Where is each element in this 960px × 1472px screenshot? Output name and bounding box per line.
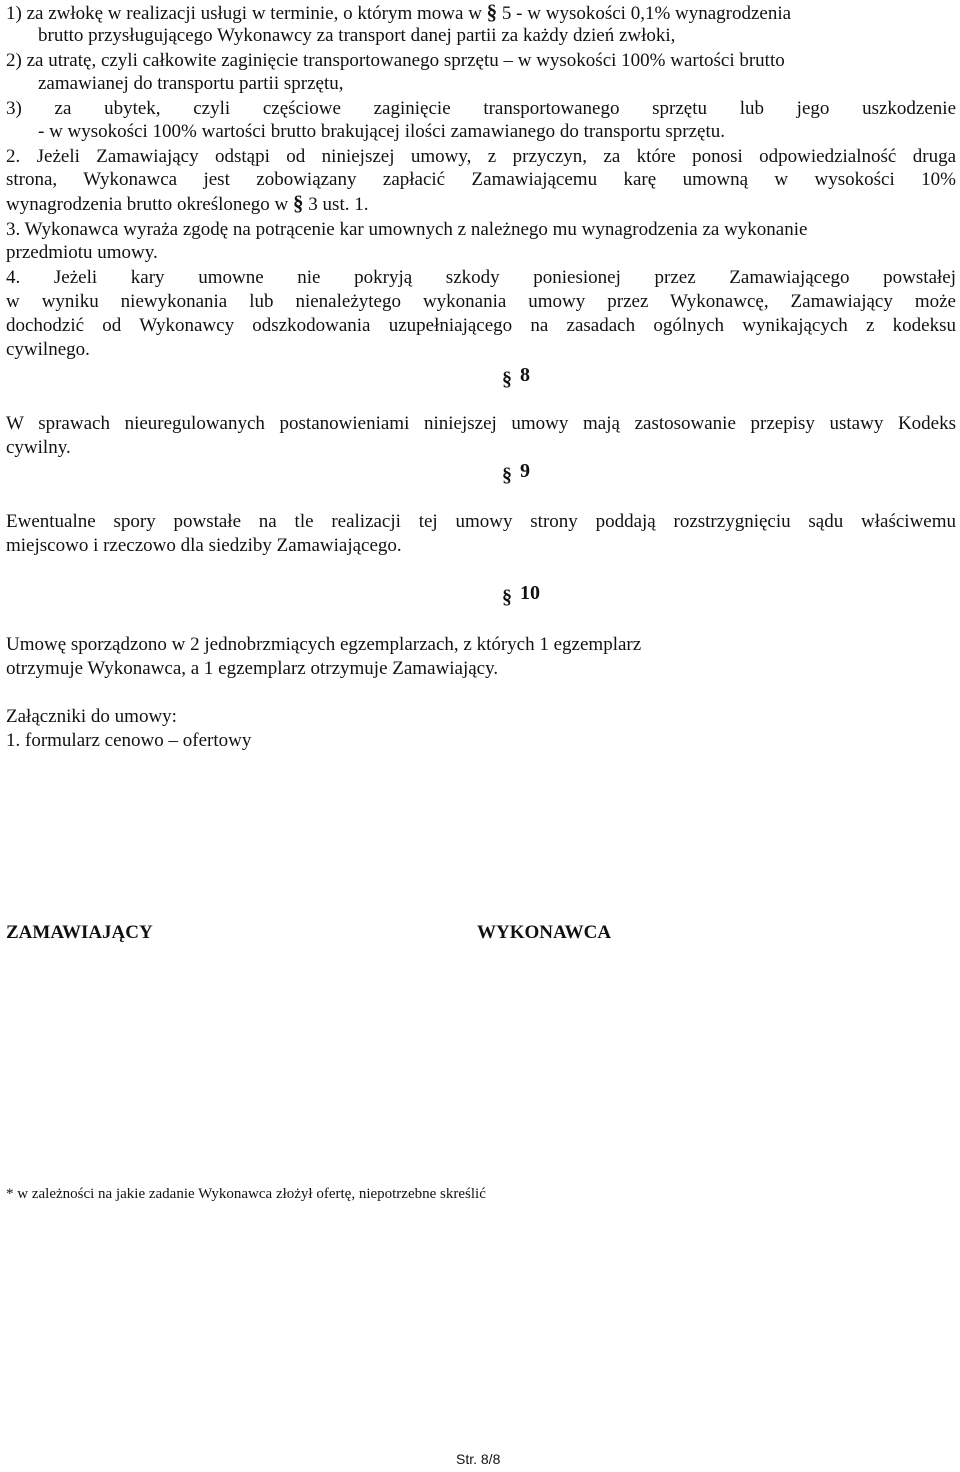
- list-item-2-line-1: 2) za utratę, czyli całkowite zaginięcie transportowanego sprzętu – w wysokości 100% wartości brutto: [6, 50, 785, 71]
- section-number: 9: [520, 460, 530, 482]
- point-4-line-2: w wyniku niewykonania lub nienależytego wykonania umowy przez Wykonawcę, Zamawiający może: [6, 291, 956, 312]
- point-2-line-1: 2. Jeżeli Zamawiający odstąpi od niniejszej umowy, z przyczyn, za które ponosi odpowiedzialność druga: [6, 146, 956, 167]
- section-symbol: §: [293, 191, 304, 215]
- list-item-3-line-2: - w wysokości 100% wartości brutto brakującej ilości zamawianego do transportu sprzętu.: [38, 121, 725, 142]
- list-item-1-text-b: 5 - w wysokości 0,1% wynagrodzenia: [501, 3, 792, 24]
- section-10-text-line-2: otrzymuje Wykonawca, a 1 egzemplarz otrzymuje Zamawiający.: [6, 658, 499, 679]
- section-10-text-line-1: Umowę sporządzono w 2 jednobrzmiących egzemplarzach, z których 1 egzemplarz: [6, 634, 642, 655]
- point-2-line-2: strona, Wykonawca jest zobowiązany zapłacić Zamawiającemu karę umowną w wysokości 10%: [6, 169, 956, 190]
- attachment-item-1: 1. formularz cenowo – ofertowy: [6, 730, 252, 751]
- list-item-1-line-2: brutto przysługującego Wykonawcy za transport danej partii za każdy dzień zwłoki,: [38, 25, 676, 46]
- footnote: * w zależności na jakie zadanie Wykonawca złożył ofertę, niepotrzebne skreślić: [6, 1186, 486, 1202]
- section-10-heading: [502, 582, 540, 606]
- section-symbol: §: [486, 0, 498, 24]
- point-4-line-3: dochodzić od Wykonawcy odszkodowania uzupełniającego na zasadach ogólnych wynikających z kodeksu: [6, 315, 956, 336]
- signature-ordering-party: ZAMAWIAJĄCY: [6, 922, 153, 943]
- point-3-line-1: 3. Wykonawca wyraża zgodę na potrącenie kar umownych z należnego mu wynagrodzenia za wykonanie: [6, 219, 808, 240]
- point-4-line-4: cywilnego.: [6, 339, 90, 360]
- list-item-1-line-1: [6, 1, 956, 26]
- section-9-heading: [502, 460, 530, 484]
- point-4-line-1: 4. Jeżeli kary umowne nie pokryją szkody poniesionej przez Zamawiającego powstałej: [6, 267, 956, 288]
- point-2-text-b: 3 ust. 1.: [308, 194, 369, 215]
- point-2-text-a: wynagrodzenia brutto określonego w: [6, 194, 289, 215]
- signature-contractor: WYKONAWCA: [477, 922, 612, 943]
- section-9-text-line-2: miejscowo i rzeczowo dla siedziby Zamawiającego.: [6, 535, 402, 556]
- section-symbol: §: [502, 368, 512, 390]
- section-8-text-line-1: W sprawach nieuregulowanych postanowieniami niniejszej umowy mają zastosowanie przepisy ustawy Kodeks: [6, 413, 956, 434]
- section-symbol: §: [502, 586, 512, 608]
- list-item-3-line-1: 3) za ubytek, czyli częściowe zaginięcie transportowanego sprzętu lub jego uszkodzenie: [6, 98, 956, 119]
- section-number: 8: [520, 364, 530, 386]
- section-number: 10: [520, 582, 540, 604]
- point-2-line-3: [6, 192, 368, 217]
- section-8-heading: [502, 364, 530, 388]
- section-symbol: §: [502, 464, 512, 486]
- list-item-2-line-2: zamawianej do transportu partii sprzętu,: [38, 73, 344, 94]
- list-item-1-text-a: 1) za zwłokę w realizacji usługi w terminie, o którym mowa w: [6, 3, 482, 24]
- point-3-line-2: przedmiotu umowy.: [6, 242, 158, 263]
- page-number: Str. 8/8: [456, 1451, 501, 1467]
- section-8-text-line-2: cywilny.: [6, 437, 71, 458]
- attachments-heading: Załączniki do umowy:: [6, 706, 177, 727]
- section-9-text-line-1: Ewentualne spory powstałe na tle realizacji tej umowy strony poddają rozstrzygnięciu sądu właściwemu: [6, 511, 956, 532]
